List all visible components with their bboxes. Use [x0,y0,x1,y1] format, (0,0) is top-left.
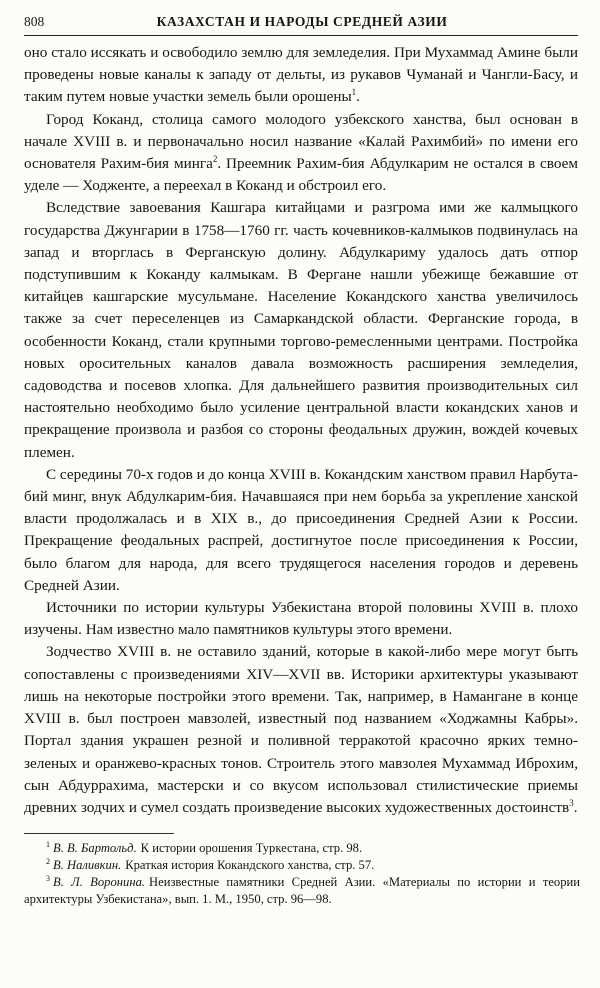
footnote-number: 2 [46,856,50,866]
footnote-author: В. Наливкин. [53,858,122,873]
paragraph-tail: . [356,88,360,106]
paragraph-text: Зодчество XVIII в. не оставило зданий, которые в какой-либо мере могут быть сопоставлены с произведениями XIV—XVII вв. Историки архитектуры указывают лишь на некоторые постройки этого времени. Так, например, в Намангане в конце XVIII в. был построен мавзолей, известный под названием «Ходжамны Кабры». Портал здания украшен резной и поливной терракотой красочно ярких темно-зеленых и оранжево-красных тонов. Строитель этого мавзолея Мухаммад Иброхим, сын Абдуррахима, мастерски и со вкусом использовал стилистические приемы древних зодчих и сумел создать произведение высоких художественных достоинств [24,643,578,816]
footnote-1 [24,840,580,857]
paragraph-4: С середины 70-х годов и до конца XVIII в. Кокандским ханством правил Нарбута-бий минг, внук Абдулкарим-бия. Начавшаяся при нем борьба за укрепление ханской власти продолжалась и в XIX в., до присоединения Средней Азии к России. Прекращение феодальных распрей, достигнутое после присоединения к России, было благом для народа, для всего трудящегося населения городов и деревень Средней Азии. [24,465,578,594]
footnote-text: Краткая история Кокандского ханства, стр. 57. [125,858,375,873]
paragraph-tail: . [573,798,578,816]
footnote-number: 1 [46,839,50,849]
footnote-3 [24,874,580,908]
footnote-2 [24,857,580,874]
page-number: 808 [24,14,45,29]
paragraph-3: Вследствие завоевания Кашгара китайцами и разгрома ими же калмыцкого государства Джунгарии в 1758—1760 гг. часть кочевников-калмыков подвинулась на запад и вторглась в Ферганскую долину. Абдулкариму удалось дать отпор подступившим к Коканду калмыкам. В Фергане нашли убежище бежавшие от китайцев кашгарские мусульмане. Население Кокандского ханства увеличилось также за счет переселенцев из Самаркандской области. Ферганские города, в особенности Коканд, стали крупными торгово-ремесленными центрами. Постройка новых оросительных каналов давала возможность расширения земледелия, садоводства и посевов хлопка. Для дальнейшего развития производительных сил настоятельно необходимо было усиление центральной власти кокандских ханов и прекращение произвола и разбоя со стороны феодальных дружин, вождей кочевых племен. [24,199,578,461]
footnote-author: В. Л. Воронина. [53,875,146,890]
paragraph-tail: . Преемник Рахим-бия Абдулкарим не остался в своем уделе — Ходженте, а переехал в Коканд и обстроил его. [24,155,578,195]
paragraph-text: Город Коканд, столица самого молодого узбекского ханства, был основан в начале XVIII в. и первоначально носил название «Калай Рахимбий» по имени его основателя Рахим-бия минга [24,110,578,173]
footnote-text: Неизвестные памятники Средней Азии. «Материалы по истории и теории архитектуры Узбекистана», вып. 1. М., 1950, стр. 96—98. [24,875,580,907]
footnote-number: 3 [46,873,50,883]
paragraph-1 [24,42,578,109]
footnote-divider [24,833,174,834]
running-title: КАЗАХСТАН И НАРОДЫ СРЕДНЕЙ АЗИИ [156,14,448,29]
footnote-text: К истории орошения Туркестана, стр. 98. [140,841,363,856]
footnote-ref-3: 3 [569,797,574,808]
paragraph-5: Источники по истории культуры Узбекистана второй половины XVIII в. плохо изучены. Нам известно мало памятников культуры этого времени. [24,599,578,639]
paragraph-2 [24,109,578,198]
footnotes [24,840,580,908]
paragraph-text: оно стало иссякать и освободило землю для земледелия. При Мухаммад Амине были проведены новые каналы к западу от дельты, из рукавов Чуманай и Чангли-Басу, и таким путем новые участки земель были орошены [24,44,578,106]
main-text [24,42,578,819]
page-header [24,14,578,36]
footnote-author: В. В. Бартольд. [53,841,137,856]
footnote-ref-1: 1 [351,87,357,98]
footnote-ref-2: 2 [212,153,218,164]
paragraph-6 [24,641,578,819]
